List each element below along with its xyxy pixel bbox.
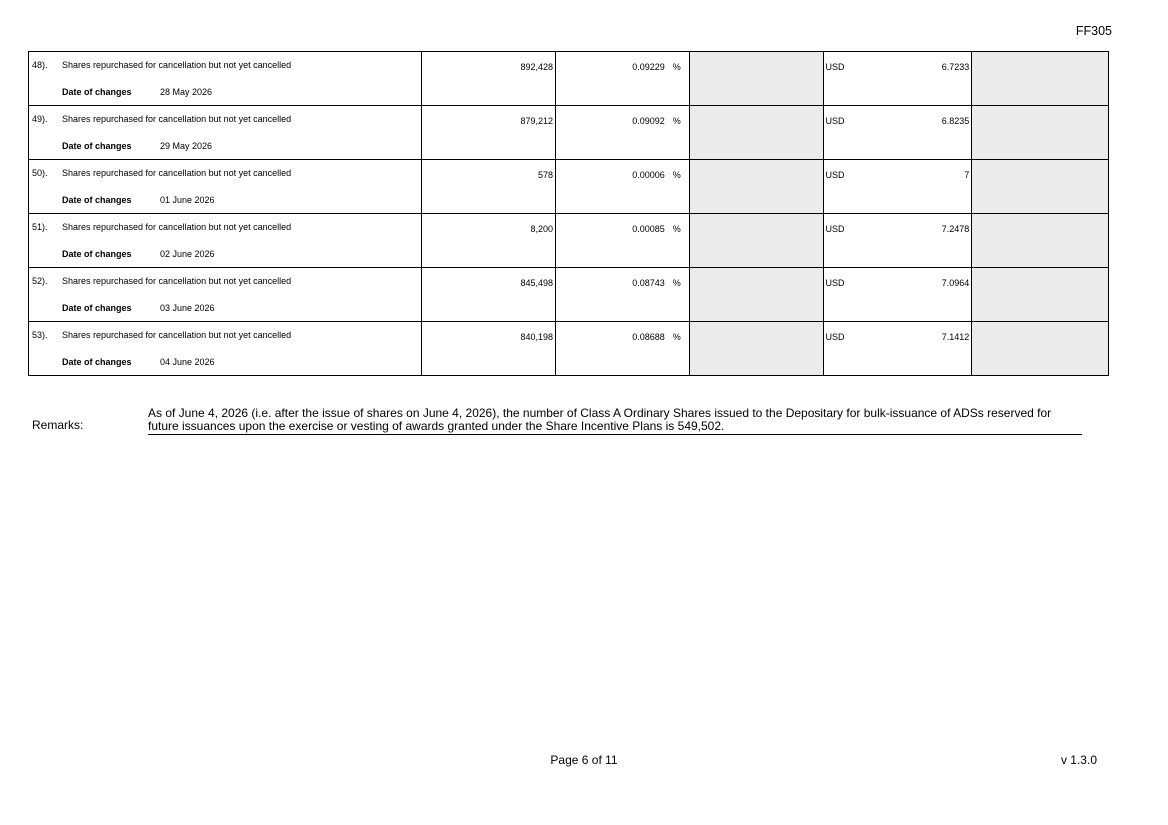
percent-unit: % (672, 116, 681, 126)
remarks-text: As of June 4, 2026 (i.e. after the issue of shares on June 4, 2026), the number of Class A Ordinary Shares issued to the Depositary for bulk-issuance of ADSs reserved for future issuances upon the exercise or vesting of awards granted under the Share Incentive Plans is 549,502. (148, 407, 1082, 435)
shares-value: 840,198 (520, 332, 554, 342)
percent-unit: % (672, 278, 681, 288)
percent-unit: % (672, 224, 681, 234)
currency: USD (825, 116, 845, 126)
percent-unit: % (672, 332, 681, 342)
date-value: 03 June 2026 (160, 303, 215, 313)
description-cell (29, 52, 422, 105)
price-cell (824, 106, 973, 159)
row-description: Shares repurchased for cancellation but not yet cancelled (62, 114, 292, 124)
price-value: 7.2478 (941, 224, 970, 234)
date-label: Date of changes (62, 195, 132, 205)
currency: USD (825, 332, 845, 342)
row-number: 48). (32, 60, 48, 70)
row-number: 52). (32, 276, 48, 286)
page-number: Page 6 of 11 (550, 753, 618, 767)
shares-cell (422, 322, 556, 375)
percent-cell (556, 160, 690, 213)
row-description: Shares repurchased for cancellation but not yet cancelled (62, 60, 292, 70)
price-value: 7 (964, 170, 970, 180)
shaded-cell (690, 106, 824, 159)
table-row (29, 214, 1108, 268)
row-number: 53). (32, 330, 48, 340)
percent-cell (556, 214, 690, 267)
row-description: Shares repurchased for cancellation but not yet cancelled (62, 222, 292, 232)
date-label: Date of changes (62, 249, 132, 259)
table-row (29, 106, 1108, 160)
table-row (29, 268, 1108, 322)
price-cell (824, 214, 973, 267)
form-code: FF305 (1075, 24, 1112, 38)
shaded-cell (690, 268, 824, 321)
shaded-cell (972, 214, 1108, 267)
shares-cell (422, 268, 556, 321)
date-label: Date of changes (62, 141, 132, 151)
table-row (29, 52, 1108, 106)
date-label: Date of changes (62, 87, 132, 97)
date-value: 02 June 2026 (160, 249, 215, 259)
shaded-cell (690, 52, 824, 105)
price-value: 7.0964 (941, 278, 970, 288)
row-number: 51). (32, 222, 48, 232)
percent-cell (556, 52, 690, 105)
percent-cell (556, 106, 690, 159)
shares-value: 578 (537, 170, 554, 180)
shares-cell (422, 52, 556, 105)
shaded-cell (690, 160, 824, 213)
description-cell (29, 106, 422, 159)
date-label: Date of changes (62, 303, 132, 313)
shaded-cell (972, 268, 1108, 321)
shares-value: 879,212 (520, 116, 554, 126)
percent-value: 0.08688 (632, 332, 665, 342)
shaded-cell (972, 52, 1108, 105)
row-description: Shares repurchased for cancellation but not yet cancelled (62, 276, 292, 286)
percent-unit: % (672, 170, 681, 180)
description-cell (29, 214, 422, 267)
price-value: 7.1412 (941, 332, 970, 342)
shaded-cell (972, 106, 1108, 159)
price-cell (824, 160, 973, 213)
remarks-label: Remarks: (32, 418, 84, 432)
percent-unit: % (672, 62, 681, 72)
currency: USD (825, 224, 845, 234)
table-row (29, 160, 1108, 214)
shares-value: 845,498 (520, 278, 554, 288)
shares-cell (422, 160, 556, 213)
row-number: 50). (32, 168, 48, 178)
price-cell (824, 52, 973, 105)
date-label: Date of changes (62, 357, 132, 367)
version-label: v 1.3.0 (1060, 753, 1097, 767)
percent-value: 0.09229 (632, 62, 665, 72)
shaded-cell (690, 322, 824, 375)
price-value: 6.8235 (941, 116, 970, 126)
percent-cell (556, 268, 690, 321)
currency: USD (825, 170, 845, 180)
row-number: 49). (32, 114, 48, 124)
row-description: Shares repurchased for cancellation but not yet cancelled (62, 330, 292, 340)
percent-cell (556, 322, 690, 375)
price-cell (824, 322, 973, 375)
currency: USD (825, 278, 845, 288)
date-value: 01 June 2026 (160, 195, 215, 205)
shaded-cell (972, 322, 1108, 375)
table-row (29, 322, 1108, 376)
price-cell (824, 268, 973, 321)
percent-value: 0.09092 (632, 116, 665, 126)
percent-value: 0.00006 (632, 170, 665, 180)
shaded-cell (690, 214, 824, 267)
date-value: 04 June 2026 (160, 357, 215, 367)
date-value: 29 May 2026 (160, 141, 213, 151)
description-cell (29, 160, 422, 213)
currency: USD (825, 62, 845, 72)
description-cell (29, 322, 422, 375)
price-value: 6.7233 (941, 62, 970, 72)
shaded-cell (972, 160, 1108, 213)
date-value: 28 May 2026 (160, 87, 213, 97)
shares-value: 892,428 (520, 62, 554, 72)
shares-cell (422, 106, 556, 159)
shares-value: 8,200 (530, 224, 554, 234)
share-changes-table (28, 51, 1109, 376)
row-description: Shares repurchased for cancellation but not yet cancelled (62, 168, 292, 178)
percent-value: 0.08743 (632, 278, 665, 288)
shares-cell (422, 214, 556, 267)
description-cell (29, 268, 422, 321)
percent-value: 0.00085 (632, 224, 665, 234)
